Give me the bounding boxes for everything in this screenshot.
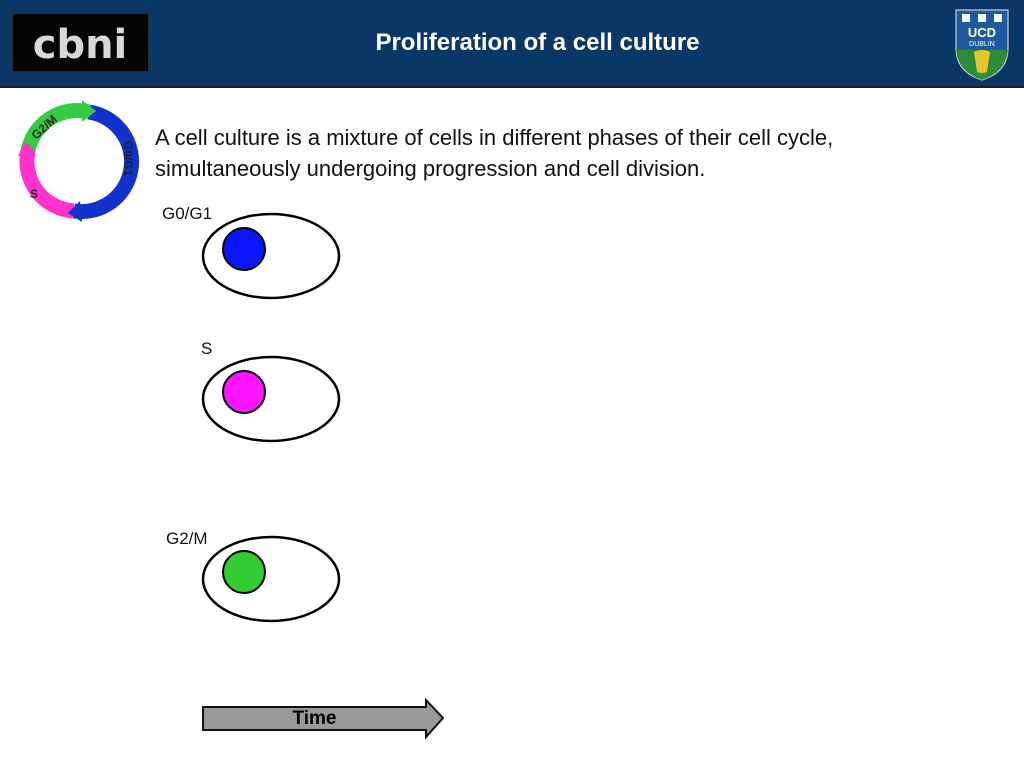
cell-g0g1	[200, 210, 344, 302]
ucd-logo-text: UCD	[967, 25, 997, 40]
phase-label-g0g1: G0/G1	[162, 204, 213, 223]
cycle-arc-s	[27, 151, 74, 211]
intro-paragraph: A cell culture is a mixture of cells in different phases of their cell cycle, simultaneously undergoing progression and cell division.	[155, 125, 834, 181]
phase-label-s: S	[201, 339, 213, 358]
ucd-logo-subtext: DUBLIN	[969, 41, 995, 48]
phase-label-g2m: G2/M	[166, 529, 208, 548]
cell-s	[200, 353, 344, 445]
cell-g2m	[200, 533, 344, 625]
cycle-label-g2m: G2/M	[28, 112, 60, 143]
page-title: Proliferation of a cell culture	[375, 29, 700, 56]
cbni-logo	[12, 13, 149, 72]
cell-cycle-diagram	[14, 96, 146, 226]
nucleus-g2m	[223, 551, 265, 593]
nucleus-g0g1	[223, 228, 265, 270]
cycle-label-s: S	[30, 187, 39, 201]
cbni-logo-text: cbni	[32, 22, 128, 68]
cycle-label-g0g1: G0/G1	[121, 141, 135, 177]
time-label: Time	[292, 708, 337, 729]
ucd-logo	[954, 8, 1010, 82]
nucleus-s	[223, 371, 265, 413]
header-divider	[0, 86, 1024, 88]
